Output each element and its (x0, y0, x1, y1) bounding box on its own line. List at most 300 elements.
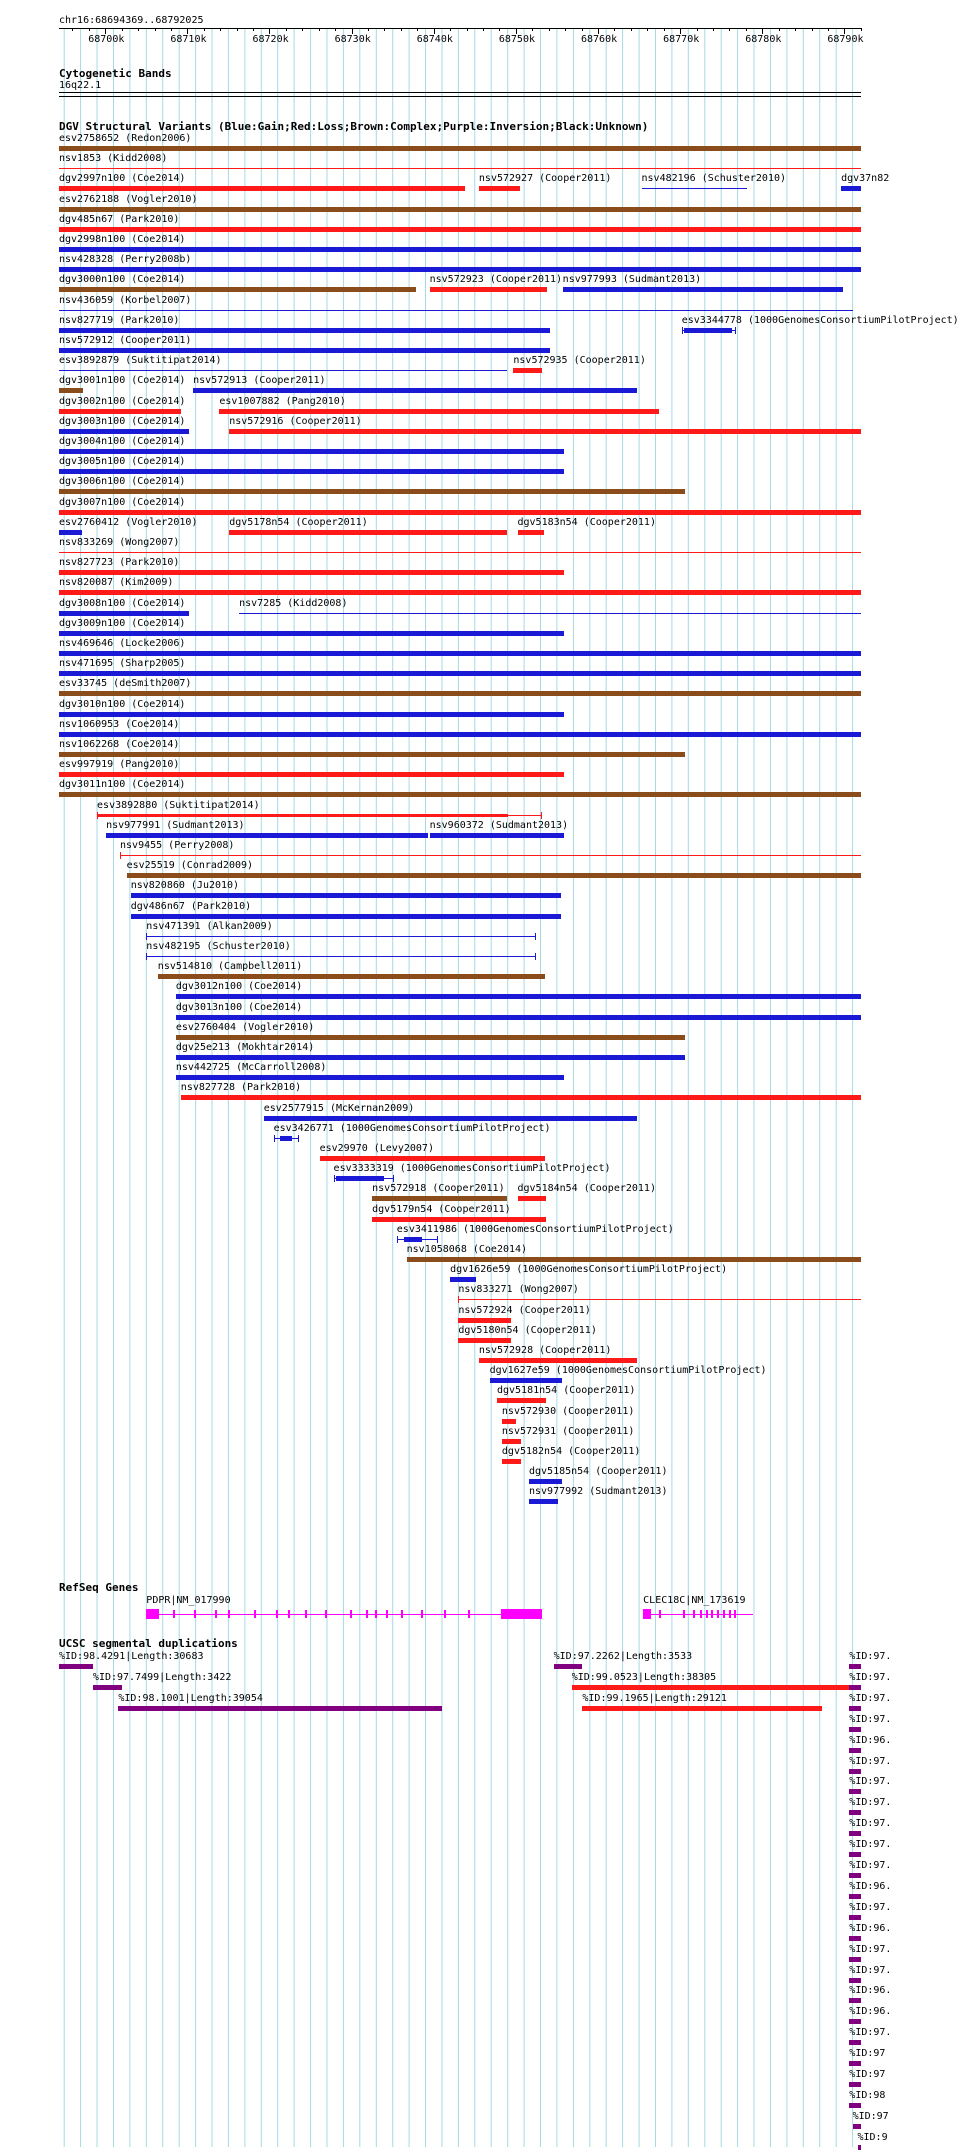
segdup-bar (849, 1789, 861, 1794)
variant-bar (59, 469, 564, 474)
ruler-tick-label: 68790k (827, 34, 864, 45)
variant-label: nsv833271 (Wong2007) (458, 1284, 579, 1296)
variant-bar (458, 1338, 511, 1343)
variant-bar (490, 1378, 562, 1383)
variant-bar (59, 409, 181, 414)
ruler-minor-tick (450, 28, 451, 31)
variant-bar (502, 1439, 521, 1444)
variant-label: nsv572927 (Cooper2011) (478, 173, 612, 185)
segdup-label: %ID:97 (849, 2048, 886, 2060)
gene-exon (325, 1610, 327, 1618)
variant-label: dgv5185n54 (Cooper2011) (529, 1466, 668, 1478)
variant-bar (59, 287, 416, 292)
variant-label: dgv3005n100 (Coe2014) (59, 456, 186, 468)
variant-bar (59, 772, 564, 777)
segdup-label: %ID:99.0523|Length:38305 (571, 1671, 717, 1683)
variant-bar (450, 1277, 475, 1282)
variant-label: nsv827728 (Park2010) (180, 1082, 302, 1094)
cytoband-band-line-lower (59, 96, 861, 97)
variant-label: nsv482196 (Schuster2010) (641, 173, 787, 185)
variant-bar (219, 409, 658, 414)
segdup-label: %ID:98.4291|Length:30683 (59, 1651, 204, 1662)
variant-bar (59, 328, 550, 333)
ruler-minor-tick (483, 28, 484, 31)
variant-bar (430, 833, 565, 838)
segdup-label: %ID:97 (849, 2069, 886, 2080)
segdup-label: %ID:96. (849, 1922, 892, 1934)
segdup-label: %ID:98.1001|Length:39054 (118, 1692, 263, 1704)
variant-label: dgv3000n100 (Coe2014) (59, 274, 186, 286)
variant-bar (59, 348, 550, 353)
variant-label: dgv3001n100 (Coe2014) (59, 375, 186, 387)
gene-exon (444, 1610, 446, 1618)
segdup-bar (849, 1873, 861, 1878)
variant-bar (59, 186, 465, 191)
gene-intron-line (146, 1614, 542, 1615)
variant-bar (320, 1156, 546, 1161)
variant-label: dgv25e213 (Mokhtar2014) (175, 1042, 315, 1053)
segdup-label: %ID:97. (849, 1671, 892, 1683)
segdup-label: %ID:96. (849, 1880, 892, 1892)
segdup-bar (849, 1748, 861, 1753)
variant-label: esv1007882 (Pang2010) (219, 395, 346, 407)
ruler-minor-tick (302, 28, 303, 31)
variant-bar (59, 247, 861, 252)
variant-bar (193, 388, 637, 393)
dgv-track-title: DGV Structural Variants (Blue:Gain;Red:Loss;Brown:Complex;Purple:Inversion;Black:Unknown) (59, 120, 649, 133)
gene-exon (366, 1610, 368, 1618)
variant-cap (458, 1296, 459, 1303)
variant-bar (59, 752, 685, 757)
variant-bar (563, 287, 843, 292)
variant-bar (502, 1459, 521, 1464)
variant-bar (59, 732, 861, 737)
ruler-minor-tick (155, 28, 156, 31)
variant-label: esv2758652 (Redon2006) (59, 133, 192, 144)
segdup-bar (849, 1810, 861, 1815)
segdup-bar (849, 1727, 861, 1732)
variant-cap (120, 852, 121, 859)
variant-bar (176, 994, 861, 999)
segdup-bar (849, 2019, 861, 2024)
variant-line (642, 188, 748, 189)
variant-line (458, 1299, 861, 1300)
ruler-minor-tick (713, 28, 714, 31)
variant-line (59, 168, 861, 169)
variant-label: esv2577915 (McKernan2009) (263, 1102, 415, 1114)
variant-bar (336, 1176, 384, 1181)
variant-bar (176, 1035, 685, 1040)
segdup-label: %ID:97 (852, 2110, 889, 2122)
gene-exon (659, 1610, 661, 1618)
variant-label: dgv3010n100 (Coe2014) (59, 698, 186, 710)
variant-bar (513, 368, 542, 373)
variant-label: nsv572916 (Cooper2011) (229, 415, 362, 427)
ruler-minor-tick (253, 28, 254, 31)
ruler-minor-tick (729, 28, 730, 31)
ruler-minor-tick (171, 28, 172, 31)
variant-bar (372, 1196, 507, 1201)
segdup-label: %ID:97. (849, 1839, 892, 1851)
segdup-bar (849, 2061, 861, 2066)
segdup-label: %ID:96. (849, 1734, 892, 1746)
ruler-minor-tick (368, 28, 369, 31)
segdup-bar (554, 1664, 583, 1669)
ruler-minor-tick (72, 28, 73, 31)
ruler-minor-tick (138, 28, 139, 31)
variant-label: nsv9455 (Perry2008) (120, 840, 235, 851)
segdup-bar (849, 1915, 861, 1920)
ruler-tick-label: 68750k (498, 34, 535, 45)
ruler-tick-label: 68700k (88, 34, 125, 45)
gene-exon (734, 1610, 736, 1618)
ruler-minor-tick (549, 28, 550, 31)
variant-bar (59, 712, 564, 717)
variant-cap (682, 327, 683, 334)
variant-label: nsv833269 (Wong2007) (59, 537, 180, 548)
segdup-label: %ID:97. (849, 1818, 892, 1830)
variant-bar (430, 287, 547, 292)
ruler-minor-tick (664, 28, 665, 31)
gene-exon (693, 1610, 695, 1618)
ruler-minor-tick (795, 28, 796, 31)
segdup-label: %ID:97.7499|Length:3422 (92, 1671, 232, 1683)
variant-label: dgv5184n54 (Cooper2011) (517, 1183, 656, 1195)
variant-label: nsv977991 (Sudmant2013) (106, 819, 245, 831)
segdup-bar (849, 1978, 861, 1983)
segdup-bar (849, 1831, 861, 1836)
variant-bar (59, 429, 189, 434)
segdup-track-title: UCSC segmental duplications (59, 1637, 238, 1650)
variant-label: nsv572930 (Cooper2011) (501, 1405, 635, 1417)
variant-label: nsv572931 (Cooper2011) (501, 1425, 635, 1437)
ruler-tick-label: 68740k (416, 34, 453, 45)
variant-cap (97, 812, 98, 819)
variant-bar (264, 1116, 638, 1121)
ruler-axis (59, 28, 861, 29)
variant-bar (59, 671, 861, 676)
variant-label: nsv436059 (Korbel2007) (59, 294, 192, 306)
variant-bar (59, 146, 861, 151)
variant-label: nsv820860 (Ju2010) (130, 880, 240, 892)
variant-label: nsv471391 (Alkan2009) (146, 920, 273, 932)
variant-bar (131, 914, 561, 919)
ruler-minor-tick (417, 28, 418, 31)
variant-label: nsv1060953 (Coe2014) (59, 718, 180, 730)
gene-exon (375, 1610, 377, 1618)
segdup-bar (849, 2103, 861, 2108)
variant-bar (479, 1358, 638, 1363)
segdup-label: %ID:97.2262|Length:3533 (553, 1651, 693, 1662)
ruler-minor-tick (204, 28, 205, 31)
ruler-minor-tick (401, 28, 402, 31)
variant-line (59, 370, 507, 371)
variant-label: nsv471695 (Sharp2005) (59, 658, 186, 670)
ruler-minor-tick (122, 28, 123, 31)
ruler-minor-tick (631, 28, 632, 31)
variant-label: nsv827723 (Park2010) (59, 557, 180, 569)
refseq-track-title: RefSeq Genes (59, 1581, 139, 1594)
variant-label: nsv572912 (Cooper2011) (59, 335, 192, 346)
variant-label: nsv1062268 (Coe2014) (59, 739, 180, 750)
cytoband-title: Cytogenetic Bands (59, 67, 172, 80)
ruler-tick-label: 68730k (334, 34, 371, 45)
segdup-bar (572, 1685, 861, 1690)
variant-bar (106, 833, 428, 838)
variant-bar (518, 530, 544, 535)
segdup-label: %ID:9 (857, 2131, 888, 2143)
ruler-minor-tick (89, 28, 90, 31)
variant-line (59, 552, 861, 553)
variant-label: dgv3013n100 (Coe2014) (175, 1001, 303, 1013)
variant-bar (176, 1015, 861, 1020)
variant-bar (59, 489, 685, 494)
ruler-minor-tick (565, 28, 566, 31)
variant-label: nsv572924 (Cooper2011) (458, 1304, 591, 1316)
segdup-bar (93, 1685, 122, 1690)
variant-label: nsv572918 (Cooper2011) (372, 1183, 505, 1195)
variant-line (146, 956, 536, 957)
variant-label: nsv820087 (Kim2009) (59, 577, 174, 589)
variant-cap (535, 933, 536, 940)
variant-label: dgv3006n100 (Coe2014) (59, 476, 186, 488)
gene-exon (683, 1610, 685, 1618)
segdup-label: %ID:97. (849, 1692, 892, 1704)
variant-bar (518, 1196, 547, 1201)
variant-cap (393, 1175, 394, 1182)
variant-bar (59, 530, 82, 535)
segdup-label: %ID:97. (849, 1797, 892, 1809)
variant-bar (59, 510, 861, 515)
variant-label: esv3892880 (Suktitipat2014) (97, 799, 260, 811)
variant-bar (59, 792, 861, 797)
variant-cap (298, 1135, 299, 1142)
ruler-tick-label: 68710k (170, 34, 207, 45)
variant-label: esv3411986 (1000GenomesConsortiumPilotProject) (396, 1223, 674, 1235)
variant-bar (59, 611, 189, 616)
variant-cap (535, 953, 536, 960)
variant-label: nsv442725 (McCarroll2008) (175, 1062, 327, 1074)
variant-label: esv25519 (Conrad2009) (126, 860, 254, 872)
segdup-label: %ID:97. (849, 1755, 892, 1767)
variant-bar (59, 631, 564, 636)
variant-bar (229, 530, 507, 535)
variant-bar (59, 449, 564, 454)
segdup-bar (853, 2124, 861, 2129)
variant-label: dgv5183n54 (Cooper2011) (517, 516, 656, 528)
variant-label: dgv3008n100 (Coe2014) (59, 597, 186, 609)
variant-bar (529, 1499, 558, 1504)
variant-label: nsv572928 (Cooper2011) (478, 1345, 612, 1356)
segdup-bar (849, 1685, 861, 1690)
segdup-bar (118, 1706, 442, 1711)
segdup-label: %ID:97. (849, 1776, 892, 1788)
ruler-minor-tick (319, 28, 320, 31)
gene-exon (254, 1610, 256, 1618)
variant-bar (684, 328, 732, 333)
variant-label: nsv977993 (Sudmant2013) (562, 274, 702, 286)
ruler-minor-tick (812, 28, 813, 31)
variant-line (120, 855, 861, 856)
variant-bar (59, 227, 861, 232)
gene-exon (706, 1610, 708, 1618)
variant-bar (59, 267, 861, 272)
variant-bar (372, 1217, 546, 1222)
segdup-bar (849, 1894, 861, 1899)
gene-exon (173, 1610, 175, 1618)
variant-bar (404, 1237, 422, 1242)
variant-label: esv3892879 (Suktitipat2014) (59, 355, 222, 367)
cytoband-label: 16q22.1 (59, 80, 102, 91)
variant-label: dgv3007n100 (Coe2014) (59, 496, 186, 508)
variant-label: dgv486n67 (Park2010) (130, 900, 252, 912)
variant-label: esv3333319 (1000GenomesConsortiumPilotProject) (333, 1163, 611, 1175)
variant-label: esv2760412 (Vogler2010) (59, 516, 198, 528)
gene-exon (305, 1610, 307, 1618)
ruler-minor-tick (614, 28, 615, 31)
gene-label: CLEC18C|NM_173619 (643, 1595, 746, 1606)
variant-bar (479, 186, 520, 191)
cytoband-band-line (59, 92, 861, 93)
gene-exon (729, 1610, 731, 1618)
variant-cap (146, 953, 147, 960)
gene-exon (194, 1610, 196, 1618)
variant-bar (59, 590, 861, 595)
ruler-minor-tick (779, 28, 780, 31)
ruler-minor-tick (532, 28, 533, 31)
gene-exon (288, 1610, 290, 1618)
gene-exon (700, 1610, 702, 1618)
segdup-bar (849, 1957, 861, 1962)
segdup-bar (582, 1706, 822, 1711)
variant-label: dgv2997n100 (Coe2014) (59, 173, 186, 185)
ruler-minor-tick (861, 28, 862, 31)
segdup-bar (849, 1998, 861, 2003)
variant-bar (181, 1095, 861, 1100)
ruler-tick-label: 68770k (663, 34, 700, 45)
variant-label: nsv7285 (Kidd2008) (239, 597, 348, 609)
variant-bar (127, 873, 861, 878)
variant-label: nsv827719 (Park2010) (59, 314, 180, 326)
gene-exon (723, 1610, 725, 1618)
variant-label: esv33745 (deSmith2007) (59, 678, 192, 690)
variant-cap (397, 1236, 398, 1243)
variant-bar (458, 1318, 511, 1323)
variant-label: nsv960372 (Sudmant2013) (429, 819, 569, 831)
segdup-label: %ID:97. (849, 1901, 892, 1913)
segdup-bar (849, 1936, 861, 1941)
variant-bar (176, 1075, 564, 1080)
ruler-minor-tick (384, 28, 385, 31)
gene-label: PDPR|NM_017990 (146, 1595, 231, 1606)
variant-line (59, 310, 853, 311)
variant-label: dgv37n82 (841, 173, 890, 185)
variant-label: esv997919 (Pang2010) (59, 759, 180, 771)
variant-bar (59, 570, 564, 575)
variant-cap (541, 812, 542, 819)
gene-exon (421, 1610, 423, 1618)
variant-bar (59, 388, 83, 393)
segdup-bar (849, 2040, 861, 2045)
variant-label: dgv5180n54 (Cooper2011) (458, 1324, 597, 1336)
variant-bar (59, 651, 861, 656)
variant-label: dgv3004n100 (Coe2014) (59, 436, 186, 447)
gene-exon (643, 1609, 651, 1619)
gene-exon (146, 1609, 158, 1619)
variant-label: dgv3003n100 (Coe2014) (59, 415, 186, 427)
ruler-minor-tick (828, 28, 829, 31)
variant-label: dgv485n67 (Park2010) (59, 213, 180, 225)
segdup-label: %ID:97. (849, 1651, 892, 1662)
segdup-label: %ID:96. (849, 1985, 892, 1997)
segdup-label: %ID:97. (849, 1964, 892, 1976)
variant-label: nsv977992 (Sudmant2013) (529, 1486, 668, 1498)
variant-bar (229, 429, 861, 434)
variant-label: nsv514810 (Campbell2011) (157, 961, 303, 973)
ruler-minor-tick (647, 28, 648, 31)
variant-bar (502, 1419, 516, 1424)
gene-exon (228, 1610, 230, 1618)
variant-label: dgv3011n100 (Coe2014) (59, 779, 186, 791)
variant-label: dgv1626e59 (1000GenomesConsortiumPilotProject) (450, 1264, 728, 1276)
variant-line (146, 936, 536, 937)
variant-label: esv3426771 (1000GenomesConsortiumPilotProject) (273, 1122, 551, 1134)
gene-exon (717, 1610, 719, 1618)
segdup-label: %ID:98 (849, 2089, 886, 2101)
variant-cap (437, 1236, 438, 1243)
variant-cap (334, 1175, 335, 1182)
gene-exon (401, 1610, 403, 1618)
segdup-bar (849, 1706, 861, 1711)
variant-label: nsv1058068 (Coe2014) (406, 1244, 528, 1255)
gene-exon (276, 1610, 278, 1618)
ruler-minor-tick (286, 28, 287, 31)
variant-label: nsv572935 (Cooper2011) (513, 355, 646, 367)
variant-label: esv2762188 (Vogler2010) (59, 193, 198, 205)
variant-cap (146, 933, 147, 940)
variant-bar (280, 1136, 291, 1141)
variant-label: nsv428328 (Perry2008b) (59, 254, 192, 266)
ruler-tick-label: 68760k (580, 34, 618, 45)
segdup-label: %ID:96. (849, 2006, 892, 2018)
variant-bar (841, 186, 861, 191)
variant-bar (407, 1257, 861, 1262)
variant-bar (497, 1398, 546, 1403)
variant-label: nsv572913 (Cooper2011) (193, 375, 326, 387)
ruler-minor-tick (697, 28, 698, 31)
variant-line (239, 613, 861, 614)
ruler-minor-tick (582, 28, 583, 31)
variant-label: dgv5178n54 (Cooper2011) (229, 516, 368, 528)
variant-cap (735, 327, 736, 334)
ruler-tick-label: 68720k (252, 34, 289, 45)
segdup-label: %ID:97. (849, 2027, 892, 2039)
variant-label: esv29970 (Levy2007) (319, 1143, 434, 1154)
segdup-bar (849, 1852, 861, 1857)
variant-label: nsv469646 (Locke2006) (59, 638, 186, 649)
coordinate-label: chr16:68694369..68792025 (59, 15, 204, 26)
variant-label: nsv1853 (Kidd2008) (59, 153, 168, 165)
gene-exon (350, 1610, 352, 1618)
variant-label: esv3344778 (1000GenomesConsortiumPilotProject) (681, 314, 959, 326)
segdup-label: %ID:97. (849, 1713, 892, 1725)
gene-exon (711, 1610, 713, 1618)
variant-cap (274, 1135, 275, 1142)
ruler-minor-tick (499, 28, 500, 31)
variant-label: esv2760404 (Vogler2010) (175, 1021, 315, 1033)
variant-label: dgv3009n100 (Coe2014) (59, 617, 186, 629)
segdup-bar (849, 1769, 861, 1774)
